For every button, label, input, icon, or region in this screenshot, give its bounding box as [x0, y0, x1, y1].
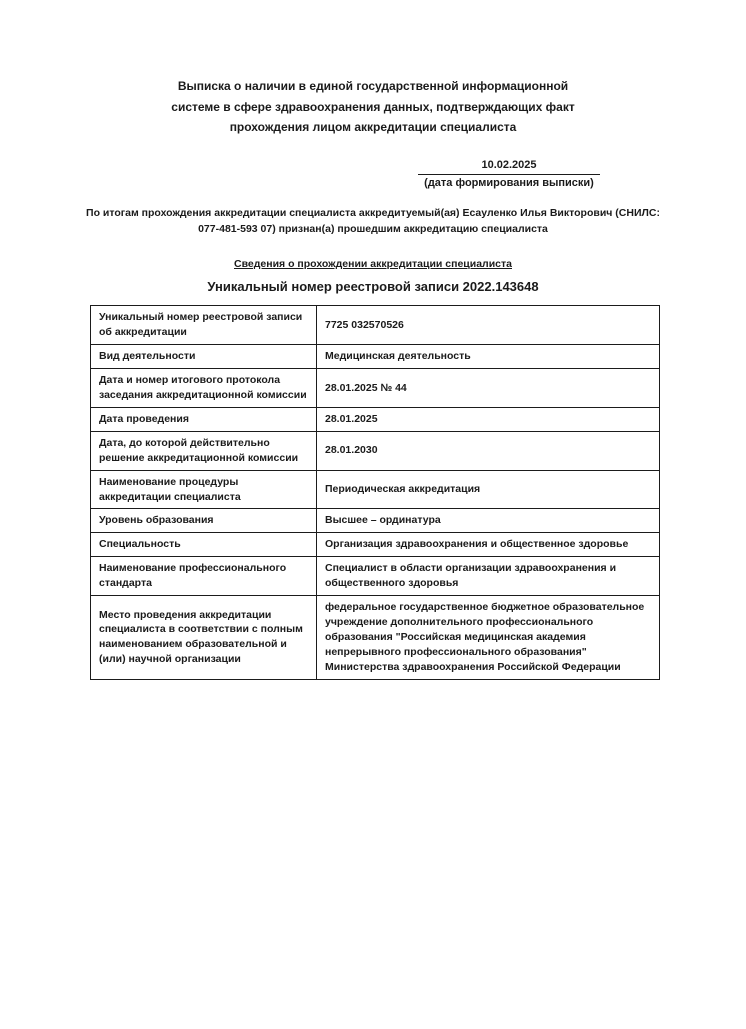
row-value: Высшее – ординатура — [317, 509, 660, 533]
row-value: Организация здравоохранения и общественное здоровье — [317, 533, 660, 557]
row-label: Уникальный номер реестровой записи об аккредитации — [91, 306, 317, 345]
accreditation-table — [90, 305, 660, 679]
extract-date-block — [418, 159, 600, 189]
document-title-line: Выписка о наличии в единой государственной информационной — [177, 79, 569, 93]
table-row — [91, 533, 660, 557]
table-row — [91, 369, 660, 408]
row-value: Специалист в области организации здравоохранения и общественного здоровья — [317, 557, 660, 596]
row-label: Дата и номер итогового протокола заседания аккредитационной комиссии — [91, 369, 317, 408]
row-label: Наименование процедуры аккредитации специалиста — [91, 470, 317, 509]
table-row — [91, 470, 660, 509]
document-title-line: системе в сфере здравоохранения данных, подтверждающих факт — [171, 99, 575, 114]
row-label: Уровень образования — [91, 509, 317, 533]
table-row — [91, 345, 660, 369]
document-title — [70, 76, 676, 138]
row-value: федеральное государственное бюджетное образовательное учреждение дополнительного профессионального образования "Российская медицинская академия непрерывного профессионального образования" Министерства здравоохранения Российской Федерации — [317, 596, 660, 680]
table-row — [91, 509, 660, 533]
table-row — [91, 407, 660, 431]
row-value: Медицинская деятельность — [317, 345, 660, 369]
row-value: 28.01.2025 № 44 — [317, 369, 660, 408]
row-label: Место проведения аккредитации специалиста в соответствии с полным наименованием образовательной и (или) научной организации — [91, 596, 317, 680]
table-row — [91, 306, 660, 345]
intro-paragraph: По итогам прохождения аккредитации специалиста аккредитуемый(ая) Есауленко Илья Викторович (СНИЛС: 077-481-593 07) признан(а) прошедшим аккредитацию специалиста — [86, 206, 660, 235]
row-value: Периодическая аккредитация — [317, 470, 660, 509]
document-title-line: прохождения лицом аккредитации специалиста — [229, 120, 517, 135]
table-row — [91, 596, 660, 680]
table-row — [91, 431, 660, 470]
extract-date-label: (дата формирования выписки) — [424, 176, 594, 189]
row-value: 28.01.2025 — [317, 407, 660, 431]
row-value: 7725 032570526 — [317, 306, 660, 345]
row-label: Дата, до которой действительно решение аккредитационной комиссии — [91, 431, 317, 470]
row-label: Наименование профессионального стандарта — [91, 557, 317, 596]
row-label: Дата проведения — [91, 407, 317, 431]
section-heading: Сведения о прохождении аккредитации специалиста — [234, 258, 512, 271]
accreditation-table-body — [91, 306, 660, 679]
row-label: Вид деятельности — [91, 345, 317, 369]
row-value: 28.01.2030 — [317, 431, 660, 470]
extract-date: 10.02.2025 — [418, 159, 600, 175]
record-number-heading: Уникальный номер реестровой записи 2022.143648 — [207, 279, 539, 295]
table-row — [91, 557, 660, 596]
row-label: Специальность — [91, 533, 317, 557]
